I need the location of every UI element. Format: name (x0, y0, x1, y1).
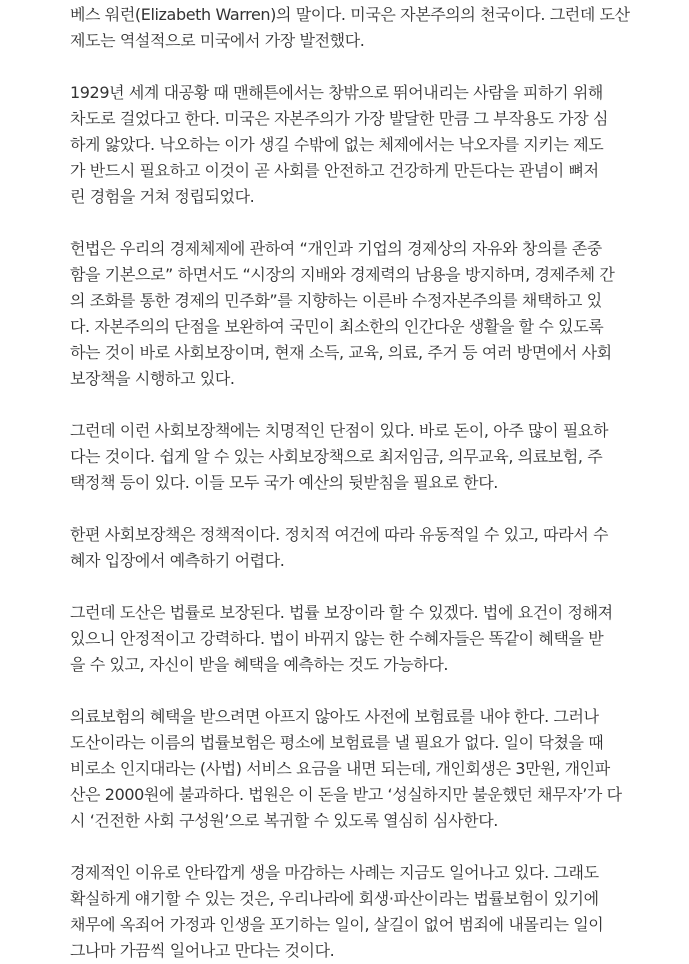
paragraph (70, 522, 630, 574)
text-line: 도산이라는 이름의 법률보험은 평소에 보험료를 낼 필요가 없다. 일이 닥쳤을 때 (70, 733, 604, 752)
paragraph (70, 2, 630, 54)
article-body (70, 0, 630, 964)
text-line: 산은 2000원에 불과하다. 법원은 이 돈을 받고 ‘성실하지만 불운했던 채무자’가 다 (70, 785, 622, 804)
text-line: 을 수 있고, 자신이 받을 혜택을 예측하는 것도 가능하다. (70, 655, 449, 674)
text-line: 의 조화를 통한 경제의 민주화”를 지향하는 이른바 수정자본주의를 채택하고 있 (70, 291, 602, 310)
text-line: 경제적인 이유로 안타깝게 생을 마감하는 사례는 지금도 일어나고 있다. 그래도 (70, 863, 599, 882)
text-line: 확실하게 얘기할 수 있는 것은, 우리나라에 회생·파산이라는 법률보험이 있기에 (70, 889, 599, 908)
text-line: 린 경험을 거쳐 정립되었다. (70, 187, 255, 206)
text-line: 제도는 역설적으로 미국에서 가장 발전했다. (70, 31, 365, 50)
text-line: 비로소 인지대라는 (사법) 서비스 요금을 내면 되는데, 개인회생은 3만원, 개인파 (70, 759, 610, 778)
text-line: 다. 자본주의의 단점을 보완하여 국민이 최소한의 인간다운 생활을 할 수 있도록 (70, 317, 604, 336)
text-line: 그런데 이런 사회보장책에는 치명적인 단점이 있다. 바로 돈이, 아주 많이 필요하 (70, 421, 609, 440)
paragraph (70, 236, 630, 392)
paragraph (70, 80, 630, 210)
text-line: 그런데 도산은 법률로 보장된다. 법률 보장이라 할 수 있겠다. 법에 요건이 정해져 (70, 603, 613, 622)
text-line: 차도로 걸었다고 한다. 미국은 자본주의가 가장 발달한 만큼 그 부작용도 가장 심 (70, 109, 609, 128)
text-line: 1929년 세계 대공황 때 맨해튼에서는 창밖으로 뛰어내리는 사람을 피하기 위해 (70, 83, 603, 102)
text-line: 한편 사회보장책은 정책적이다. 정치적 여건에 따라 유동적일 수 있고, 따라서 수 (70, 525, 609, 544)
paragraph (70, 860, 630, 964)
paragraph (70, 600, 630, 678)
text-line: 시 ‘건전한 사회 구성원’으로 복귀할 수 있도록 열심히 심사한다. (70, 811, 498, 830)
paragraph (70, 704, 630, 834)
text-line: 헌법은 우리의 경제체제에 관하여 “개인과 기업의 경제상의 자유와 창의를 존중 (70, 239, 602, 258)
text-line: 혜자 입장에서 예측하기 어렵다. (70, 551, 285, 570)
text-line: 그나마 가끔씩 일어나고 만다는 것이다. (70, 941, 335, 960)
text-line: 택정책 등이 있다. 이들 모두 국가 예산의 뒷받침을 필요로 한다. (70, 473, 498, 492)
text-line: 함을 기본으로” 하면서도 “시장의 지배와 경제력의 남용을 방지하며, 경제주체 간 (70, 265, 615, 284)
text-line: 베스 워런(Elizabeth Warren)의 말이다. 미국은 자본주의의 천국이다. 그런데 도산 (70, 5, 630, 24)
text-line: 하게 앓았다. 낙오하는 이가 생길 수밖에 없는 체제에서는 낙오자를 지키는 제도 (70, 135, 604, 154)
text-line: 의료보험의 혜택을 받으려면 아프지 않아도 사전에 보험료를 내야 한다. 그러나 (70, 707, 599, 726)
text-line: 하는 것이 바로 사회보장이며, 현재 소득, 교육, 의료, 주거 등 여러 방면에서 사회 (70, 343, 612, 362)
text-line: 있으니 안정적이고 강력하다. 법이 바뀌지 않는 한 수혜자들은 똑같이 혜택을 받 (70, 629, 604, 648)
text-line: 가 반드시 필요하고 이것이 곧 사회를 안전하고 건강하게 만든다는 관념이 뼈저 (70, 161, 599, 180)
text-line: 보장책을 시행하고 있다. (70, 369, 235, 388)
text-line: 채무에 옥죄어 가정과 인생을 포기하는 일이, 살길이 없어 범죄에 내몰리는 일이 (70, 915, 604, 934)
text-line: 다는 것이다. 쉽게 알 수 있는 사회보장책으로 최저임금, 의무교육, 의료보험, 주 (70, 447, 603, 466)
paragraph (70, 418, 630, 496)
